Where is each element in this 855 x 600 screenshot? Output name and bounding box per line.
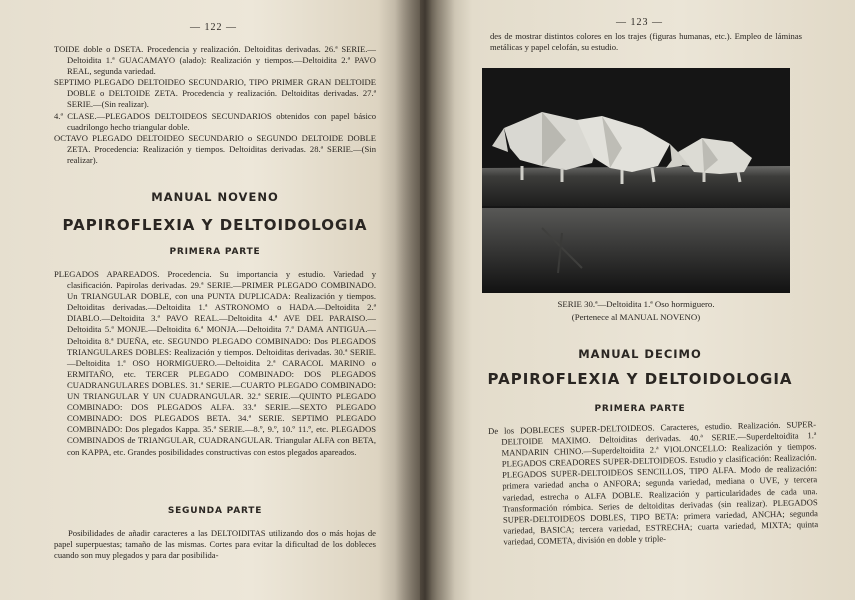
page-number: — 122 —: [190, 22, 237, 33]
photo-caption-note: (Pertenece al MANUAL NOVENO): [571, 312, 701, 322]
subject-title: PAPIROFLEXIA Y DELTOIDOLOGIA: [62, 216, 368, 234]
origami-photo: [482, 68, 790, 293]
top-paragraph: [490, 31, 802, 53]
part-text: [54, 269, 376, 458]
right-page: [420, 0, 855, 600]
manual-title: MANUAL DECIMO: [578, 347, 702, 361]
paragraph: des de mostrar distintos colores en los trajes (figuras humanas, etc.). Empleo de láminas metálicas y papel celofán, su estudio.: [490, 31, 802, 53]
photo-caption: SERIE 30.ª—Deltoidita 1.ª Oso hormiguero.: [557, 299, 715, 309]
left-page: [0, 0, 420, 600]
paragraph: TOIDE doble o DSETA. Procedencia y realización. Deltoiditas derivadas. 26.ª SERIE.—Deltoidita 1.ª GUACAMAYO (alado): Realización y tiempos.—Deltoidita 2.ª PAVO REAL, segunda variedad.: [54, 44, 376, 77]
origami-anteater-image: [482, 68, 790, 293]
paragraph: 4.ª CLASE.—PLEGADOS DELTOIDEOS SECUNDARIOS obtenidos con papel básico cuadrilongo hecho triangular doble.: [54, 110, 376, 132]
part-title: PRIMERA PARTE: [594, 404, 686, 414]
manual-title: MANUAL NOVENO: [151, 190, 279, 204]
paragraph: OCTAVO PLEGADO DELTOIDEO SECUNDARIO o SEGUNDO DELTOIDE DOBLE ZETA. Procedencia: Realización y tiempos. Deltoiditas derivadas. 28.ª SERIE.—(Sin realizar).: [54, 132, 376, 165]
paragraph: De los DOBLECES SUPER-DELTOIDEOS. Caracteres, estudio. Realización. SUPER-DELTOIDE MAXIMO. Deltoiditas derivadas. 40.ª SERIE.—Superdeltoidita 1.ª MANDARIN CHINO.—Superdeltoidita 2.ª VIOLONCELLO: Realización y tiempos. PLEGADOS CREADORES SUPER-DELTOIDEOS. Estudio y clasificación: Realización. PLEGADOS SUPER-DELTOIDEOS SENCILLOS, TIPO ALFA. Modo de realización: primera variedad ancha o ANFORA; segunda variedad, mediana o UVE, y tercera variedad, estrecha o ALFA DOBLE. Realización y particularidades de cada una. Transformación rómbica. Series de deltoiditas derivadas (sin realizar). PLEGADOS SUPER-DELTOIDEOS DOBLES, TIPO BETA: primera variedad, ANCHA; segunda variedad, BASICA; tercera variedad, ESTRECHA; cuarta variedad, MIXTA; quinta variedad, COMETA, división en doble y triple-: [488, 419, 819, 547]
paragraph: Posibilidades de añadir caracteres a las DELTOIDITAS utilizando dos o más hojas de papel superpuestas; tamaño de las mismas. Cortes para evitar la dificultad de los dobleces cuando son muy plegados y para dar posibilida-: [54, 528, 376, 561]
subject-title: PAPIROFLEXIA Y DELTOIDOLOGIA: [487, 370, 793, 388]
book-gutter-shadow: [395, 0, 455, 600]
part-title: SEGUNDA PARTE: [167, 506, 263, 516]
part-text: [54, 528, 376, 561]
part-text: [488, 419, 818, 548]
top-paragraph: [54, 44, 376, 166]
page-number: — 123 —: [616, 17, 663, 28]
paragraph: PLEGADOS APAREADOS. Procedencia. Su importancia y estudio. Variedad y clasificación. Papirolas derivadas. 29.ª SERIE.—PRIMER PLEGADO COMBINADO. Un TRIANGULAR DOBLE, con una PUNTA DUPLICADA: Realización y tiempos. Deltoiditas derivadas.—Deltoidita 1.ª ASTRONOMO o HADA.—Deltoidita 2.ª DIABLO.—Deltoidita 3.ª PAVO REAL.—Deltoidita 4.ª AVE DEL PARAISO.—Deltoidita 5.ª MONJE.—Deltoidita 6.ª MONJA.—Deltoidita 7.ª DAMA ANTIGUA.—Deltoidita 8.ª DUEÑA, etc. SEGUNDO PLEGADO COMBINADO: Dos PLEGADOS TRIANGULARES DOBLES: Realización y tiempos. Deltoiditas derivadas. 30.ª SERIE.—Deltoidita 1.ª OSO HORMIGUERO.—Deltoidita 2.ª CARACOL MARINO o ERMITAÑO, etc. TERCER PLEGADO COMBINADO: DOS PLEGADOS CUADRANGULARES DOBLES. 31.ª SERIE.—CUARTO PLEGADO COMBINADO: UN TRIANGULAR Y UN CUADRANGULAR. 32.ª SERIE.—QUINTO PLEGADO COMBINADO: DOS PLEGADOS ALFA. 33.ª SERIE.—SEXTO PLEGADO COMBINADO: DOS PLEGADOS BETA. 34.ª SERIE. SEPTIMO PLEGADO COMBINADO: Dos plegados Kappa. 35.ª SERIE.—8.º, 9.º, 10.º 11.º, etc. PLEGADOS COMBINADOS de TRIANGULAR, CUADRANGULAR. Triangular ALFA con BETA, con KAPPA, etc. Grandes posibilidades constructivas con estos plegados apareados.: [54, 269, 376, 457]
part-title: PRIMERA PARTE: [169, 247, 261, 257]
paragraph: SEPTIMO PLEGADO DELTOIDEO SECUNDARIO, TIPO PRIMER GRAN DELTOIDE DOBLE o DELTOIDE ZETA. Procedencia y realización. Deltoiditas derivadas. 27.ª SERIE.—(Sin realizar).: [54, 77, 376, 110]
